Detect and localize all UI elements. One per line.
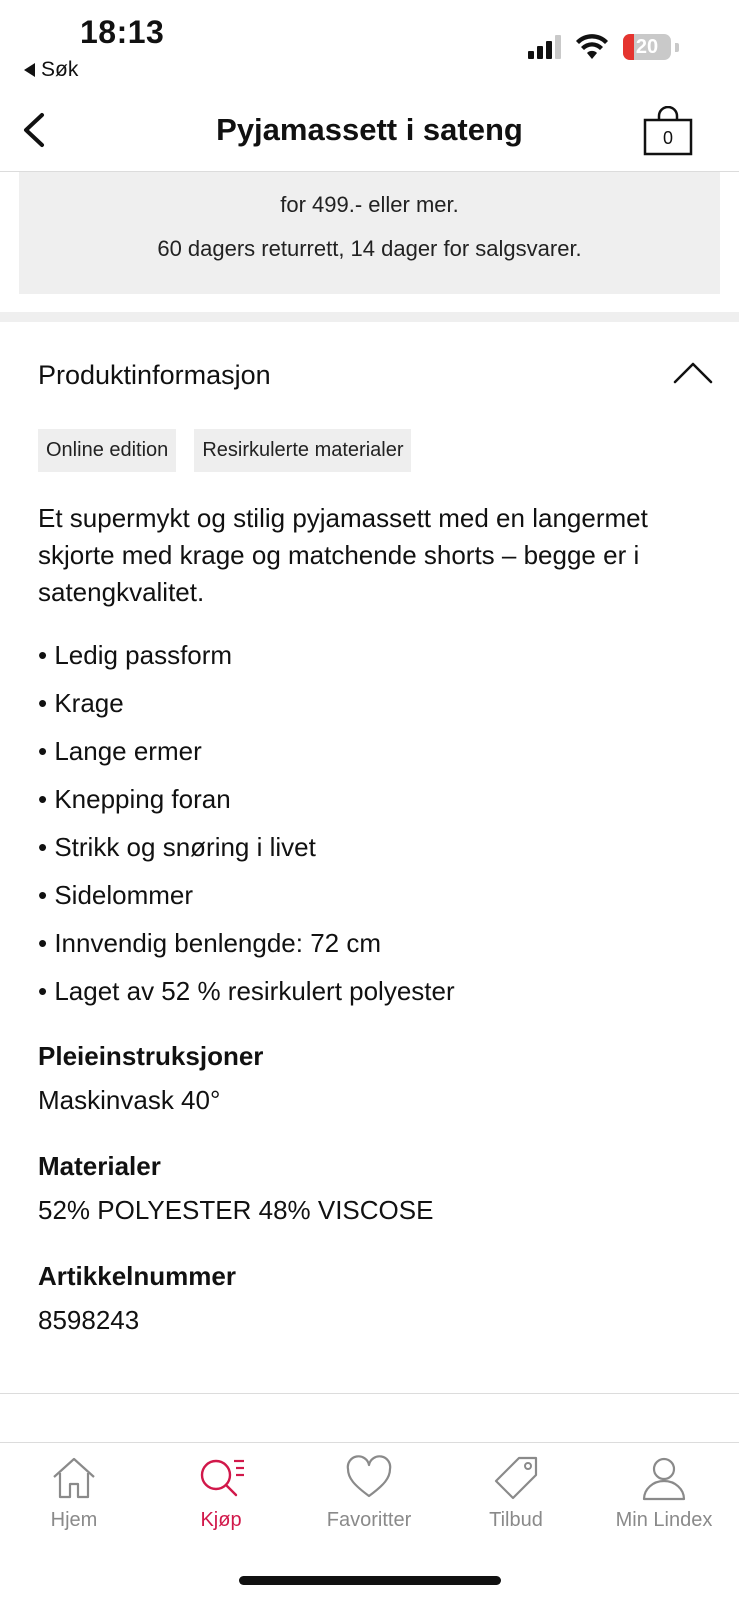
care-instructions bbox=[38, 1038, 263, 1118]
tab-my-lindex[interactable] bbox=[594, 1453, 734, 1532]
heart-icon bbox=[344, 1453, 394, 1503]
cart-count: 0 bbox=[662, 128, 673, 148]
article-number-value: 8598243 bbox=[38, 1305, 140, 1335]
materials-value: 52% POLYESTER 48% VISCOSE bbox=[38, 1195, 434, 1225]
feature-item: • Sidelommer bbox=[38, 880, 194, 910]
cellular-signal-icon bbox=[528, 35, 561, 59]
feature-item: • Laget av 52 % resirkulert polyester bbox=[38, 976, 455, 1006]
product-info-title[interactable]: Produktinformasjon bbox=[38, 360, 271, 390]
article-number-label: Artikkelnummer bbox=[38, 1261, 236, 1291]
feature-list bbox=[38, 636, 455, 1020]
materials bbox=[38, 1148, 433, 1228]
article-number bbox=[38, 1258, 236, 1338]
tag-recycled-materials: Resirkulerte materialer bbox=[194, 429, 411, 472]
feature-item: • Knepping foran bbox=[38, 784, 231, 814]
content-divider bbox=[0, 1393, 739, 1394]
product-description: Et supermykt og stilig pyjamassett med en langermet skjorte med krage og matchende shorts – begge er i satengkvalitet. bbox=[38, 503, 648, 607]
user-icon bbox=[639, 1453, 689, 1503]
materials-label: Materialer bbox=[38, 1151, 161, 1181]
tab-offers[interactable] bbox=[446, 1453, 586, 1532]
section-divider bbox=[0, 312, 739, 322]
tab-shop[interactable] bbox=[151, 1453, 291, 1532]
feature-item: • Lange ermer bbox=[38, 736, 202, 766]
tag-online-edition: Online edition bbox=[38, 429, 176, 472]
back-to-app-label: Søk bbox=[41, 58, 79, 81]
page-header bbox=[0, 92, 739, 172]
wifi-icon bbox=[575, 34, 609, 60]
product-tags bbox=[38, 429, 411, 472]
tab-shop-label: Kjøp bbox=[200, 1509, 242, 1531]
care-label: Pleieinstruksjoner bbox=[38, 1041, 264, 1071]
status-icons bbox=[528, 34, 679, 60]
tab-home-label: Hjem bbox=[50, 1509, 98, 1531]
home-indicator[interactable] bbox=[239, 1576, 501, 1585]
page-title: Pyjamassett i sateng bbox=[216, 112, 523, 147]
tag-icon bbox=[491, 1453, 541, 1503]
return-policy-text: 60 dagers returrett, 14 dager for salgsvarer. bbox=[157, 236, 582, 261]
battery-icon bbox=[623, 34, 671, 60]
feature-item: • Strikk og snøring i livet bbox=[38, 832, 316, 862]
search-list-icon bbox=[196, 1453, 246, 1503]
feature-item: • Innvendig benlengde: 72 cm bbox=[38, 928, 382, 958]
home-icon bbox=[49, 1453, 99, 1503]
care-value: Maskinvask 40° bbox=[38, 1085, 221, 1115]
feature-item: • Krage bbox=[38, 688, 124, 718]
shipping-threshold-text: for 499.- eller mer. bbox=[280, 192, 459, 217]
tab-my-lindex-label: Min Lindex bbox=[615, 1509, 713, 1531]
tab-favorites[interactable] bbox=[299, 1453, 439, 1532]
back-to-app-link[interactable] bbox=[24, 58, 78, 82]
status-time: 18:13 bbox=[80, 14, 165, 50]
status-bar bbox=[0, 0, 739, 92]
back-triangle-icon bbox=[24, 63, 35, 77]
shipping-info-box bbox=[19, 172, 720, 294]
tab-favorites-label: Favoritter bbox=[326, 1509, 412, 1531]
chevron-up-icon[interactable] bbox=[671, 358, 715, 388]
feature-item: • Ledig passform bbox=[38, 640, 233, 670]
battery-level: 20 bbox=[635, 35, 659, 58]
tab-offers-label: Tilbud bbox=[489, 1509, 543, 1531]
tab-home[interactable] bbox=[4, 1453, 144, 1532]
cart-button[interactable] bbox=[641, 106, 695, 158]
battery-nub bbox=[675, 43, 679, 52]
